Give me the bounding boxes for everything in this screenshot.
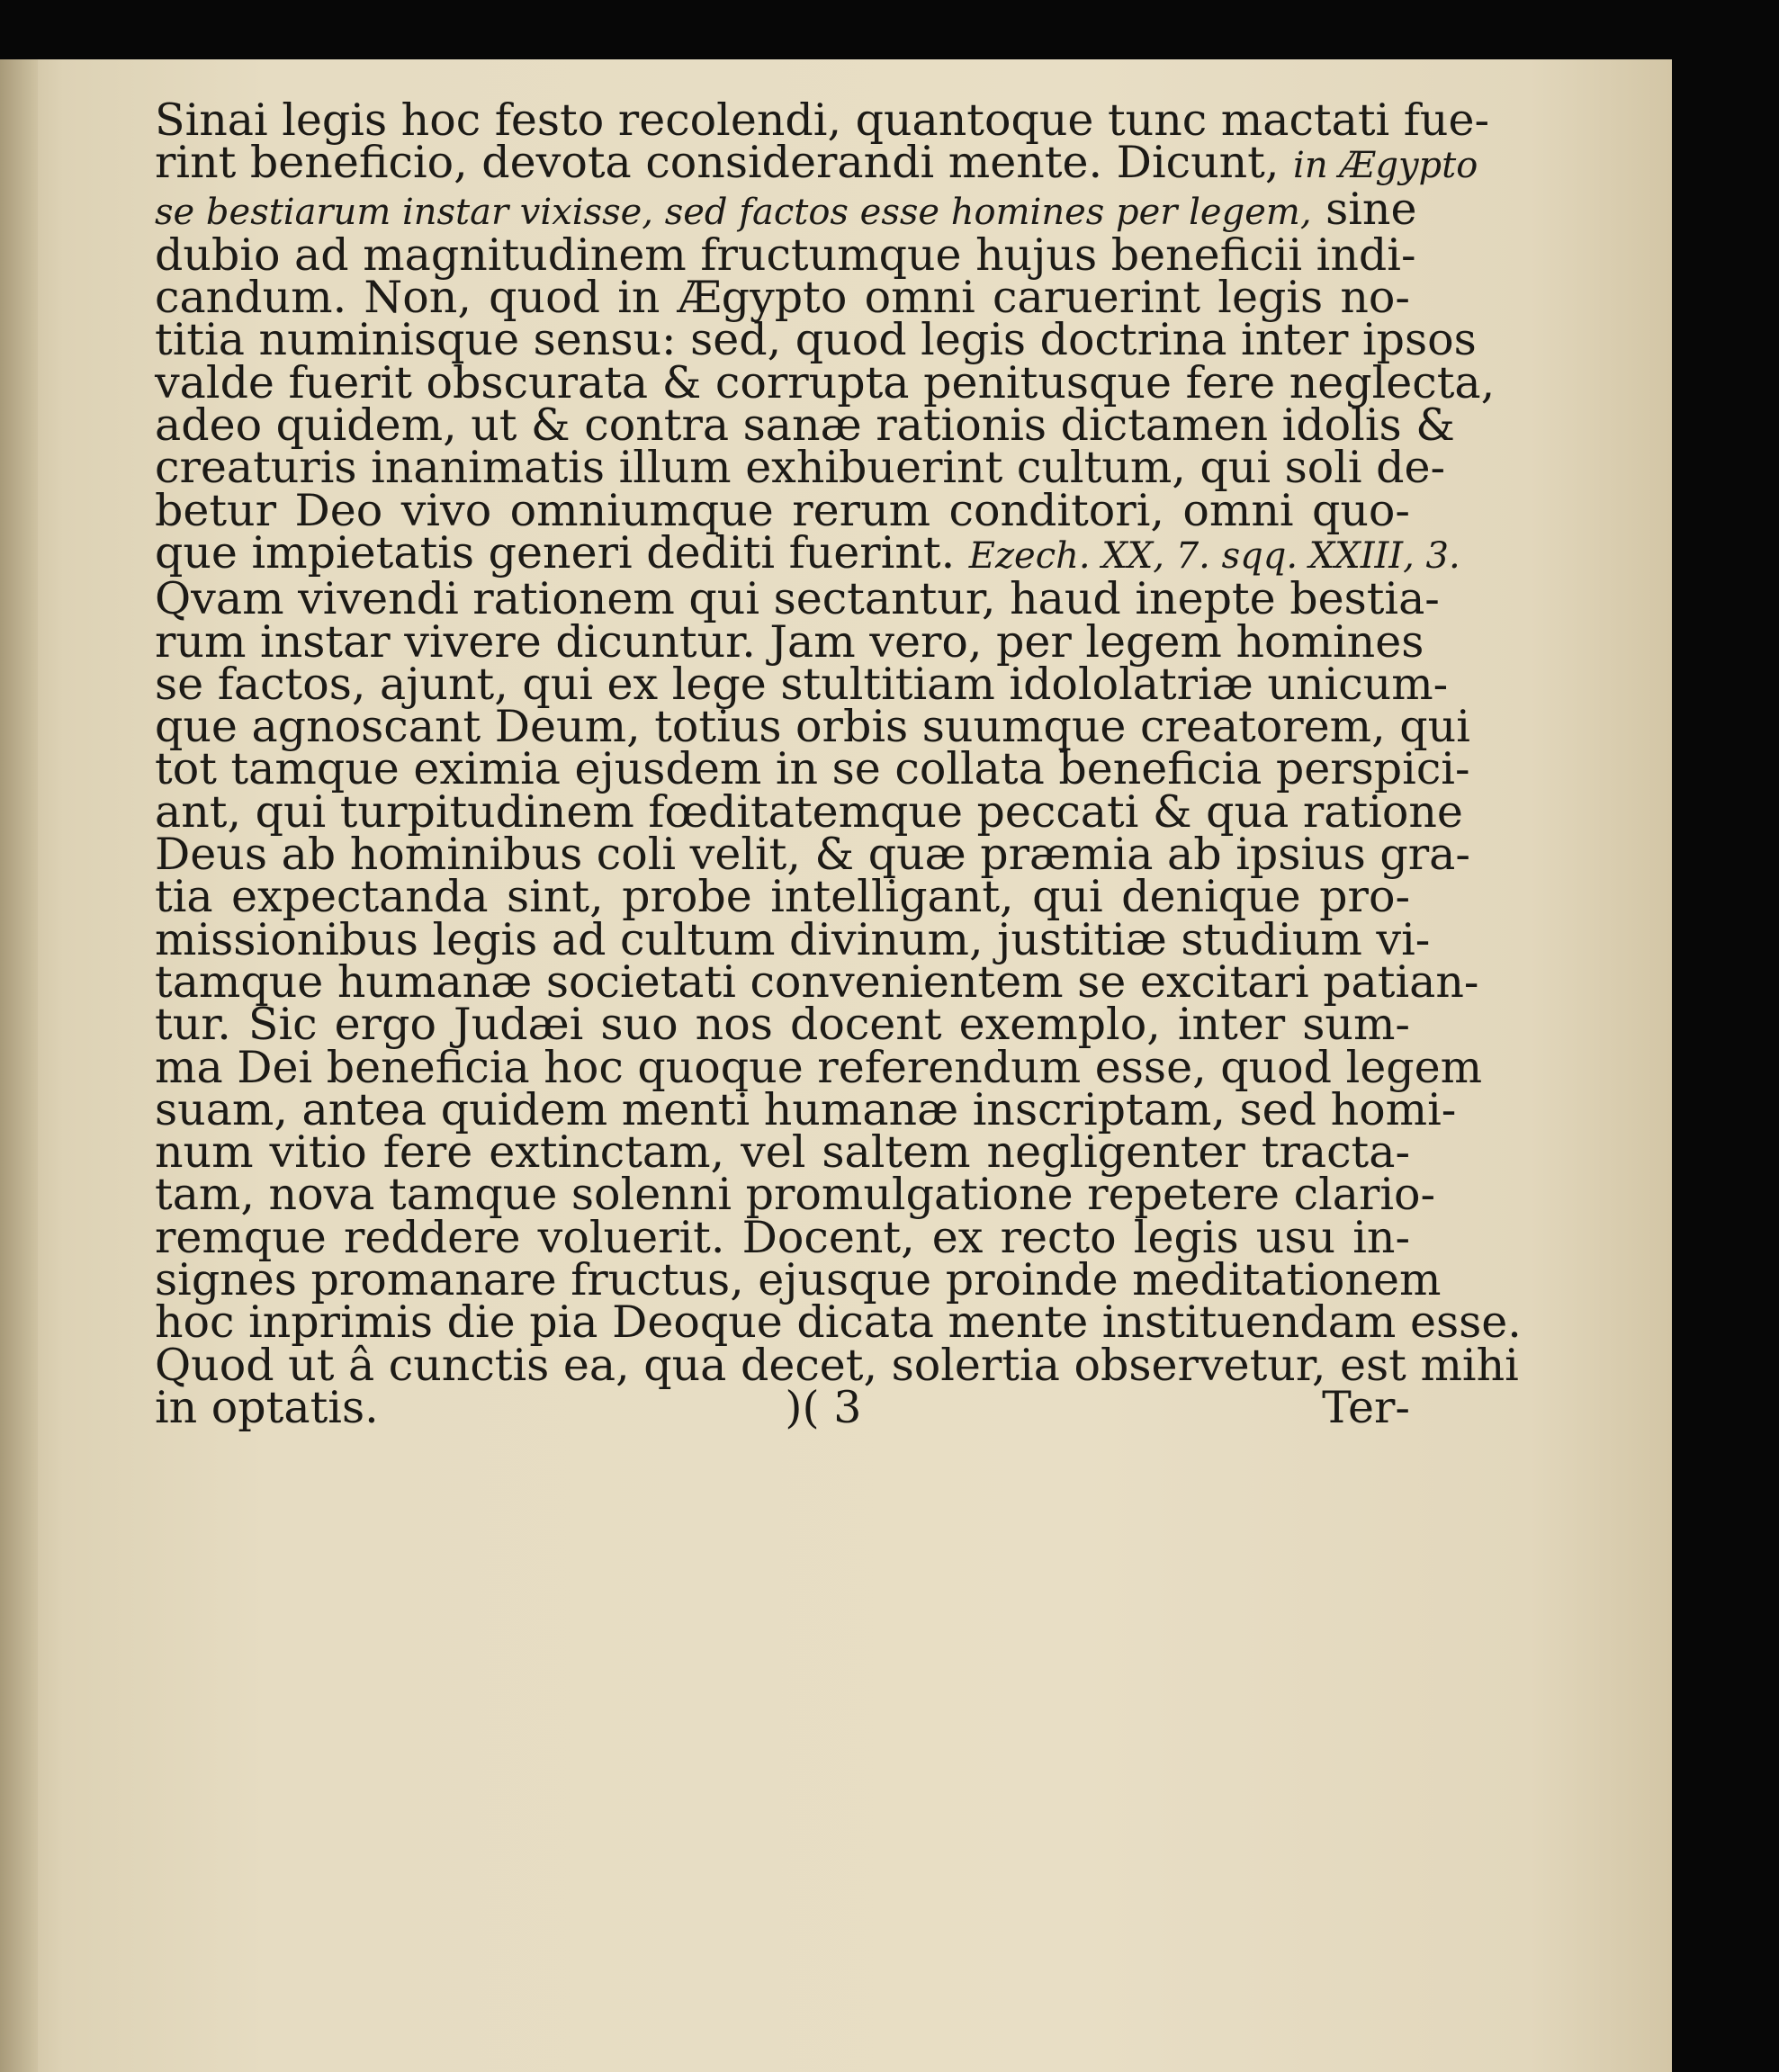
- page-gutter: [0, 59, 38, 2072]
- text-line-3: [155, 183, 1417, 235]
- body-text: [155, 94, 1522, 1433]
- text-line-21: tamque humanæ societati convenientem se excitari patian-: [155, 955, 1479, 1008]
- text-line-11: [155, 526, 1460, 579]
- italic-phrase-aegypto: in Ægypto: [1293, 145, 1478, 187]
- text-line-16: tot tamque eximia ejusdem in se collata beneficia perspici-: [155, 743, 1470, 795]
- italic-quotation: se bestiarum instar vixisse, sed factos esse homines per legem,: [155, 191, 1312, 233]
- text-line-6: titia numinisque sensu: sed, quod legis doctrina inter ipsos: [155, 314, 1477, 366]
- text-line-2-main: rint beneficio, devota considerandi mente. Dicunt,: [155, 137, 1280, 189]
- text-line-25: num vitio fere extinctam, vel saltem negligenter tracta-: [155, 1126, 1410, 1179]
- book-page: [0, 59, 1672, 2072]
- text-line-3-tail: sine: [1325, 183, 1417, 235]
- text-line-29: hoc inprimis die pia Deoque dicata mente instituendam esse.: [155, 1296, 1522, 1349]
- text-line-22: tur. Sic ergo Judæi suo nos docent exemplo, inter sum-: [155, 999, 1410, 1051]
- text-line-19: tia expectanda sint, probe intelligant, qui denique pro-: [155, 871, 1410, 923]
- text-line-17: ant, qui turpitudinem fœditatemque peccati & qua ratione: [155, 785, 1463, 838]
- text-line-13: rum instar vivere dicuntur. Jam vero, per legem homines: [155, 615, 1424, 668]
- text-line-7: valde fuerit obscurata & corrupta penitusque fere neglecta,: [155, 356, 1496, 408]
- text-line-12: Qvam vivendi rationem qui sectantur, haud inepte bestia-: [155, 573, 1440, 625]
- text-line-24: suam, antea quidem menti humanæ inscriptam, sed homi-: [155, 1083, 1457, 1135]
- text-line-5: candum. Non, quod in Ægypto omni caruerint legis no-: [155, 272, 1410, 324]
- text-line-15: que agnoscant Deum, totius orbis suumque creatorem, qui: [155, 701, 1470, 753]
- text-line-8: adeo quidem, ut & contra sanæ rationis dictamen idolis &: [155, 399, 1455, 452]
- text-line-26: tam, nova tamque solenni promulgatione repetere clario-: [155, 1169, 1436, 1221]
- text-line-23: ma Dei beneficia hoc quoque referendum esse, quod legem: [155, 1041, 1483, 1093]
- text-line-27: remque reddere voluerit. Docent, ex recto legis usu in-: [155, 1211, 1410, 1263]
- text-line-30: Quod ut â cunctis ea, qua decet, solertia observetur, est mihi: [155, 1339, 1519, 1391]
- page-footer: [155, 1381, 1410, 1433]
- text-line-1: Sinai legis hoc festo recolendi, quantoque tunc mactati fue-: [155, 94, 1490, 146]
- text-line-28: signes promanare fructus, ejusque proinde meditationem: [155, 1254, 1442, 1306]
- text-line-4: dubio ad magnitudinem fructumque hujus beneficii indi-: [155, 229, 1416, 281]
- scripture-reference: Ezech. XX, 7. sqq. XXIII, 3.: [968, 534, 1460, 577]
- catchword: Ter-: [1322, 1381, 1410, 1433]
- closing-words: in optatis.: [155, 1381, 379, 1433]
- text-line-14: se factos, ajunt, qui ex lege stultitiam idololatriæ unicum-: [155, 658, 1449, 710]
- text-line-9: creaturis inanimatis illum exhibuerint cultum, qui soli de-: [155, 442, 1446, 494]
- signature-mark: )( 3: [785, 1381, 862, 1433]
- text-line-2: [155, 137, 1478, 189]
- text-line-20: missionibus legis ad cultum divinum, justitiæ studium vi-: [155, 913, 1431, 965]
- text-line-10: betur Deo vivo omniumque rerum conditori, omni quo-: [155, 484, 1410, 536]
- text-line-11-main: que impietatis generi dediti fuerint.: [155, 526, 956, 579]
- text-line-18: Deus ab hominibus coli velit, & quæ præmia ab ipsius gra-: [155, 829, 1470, 881]
